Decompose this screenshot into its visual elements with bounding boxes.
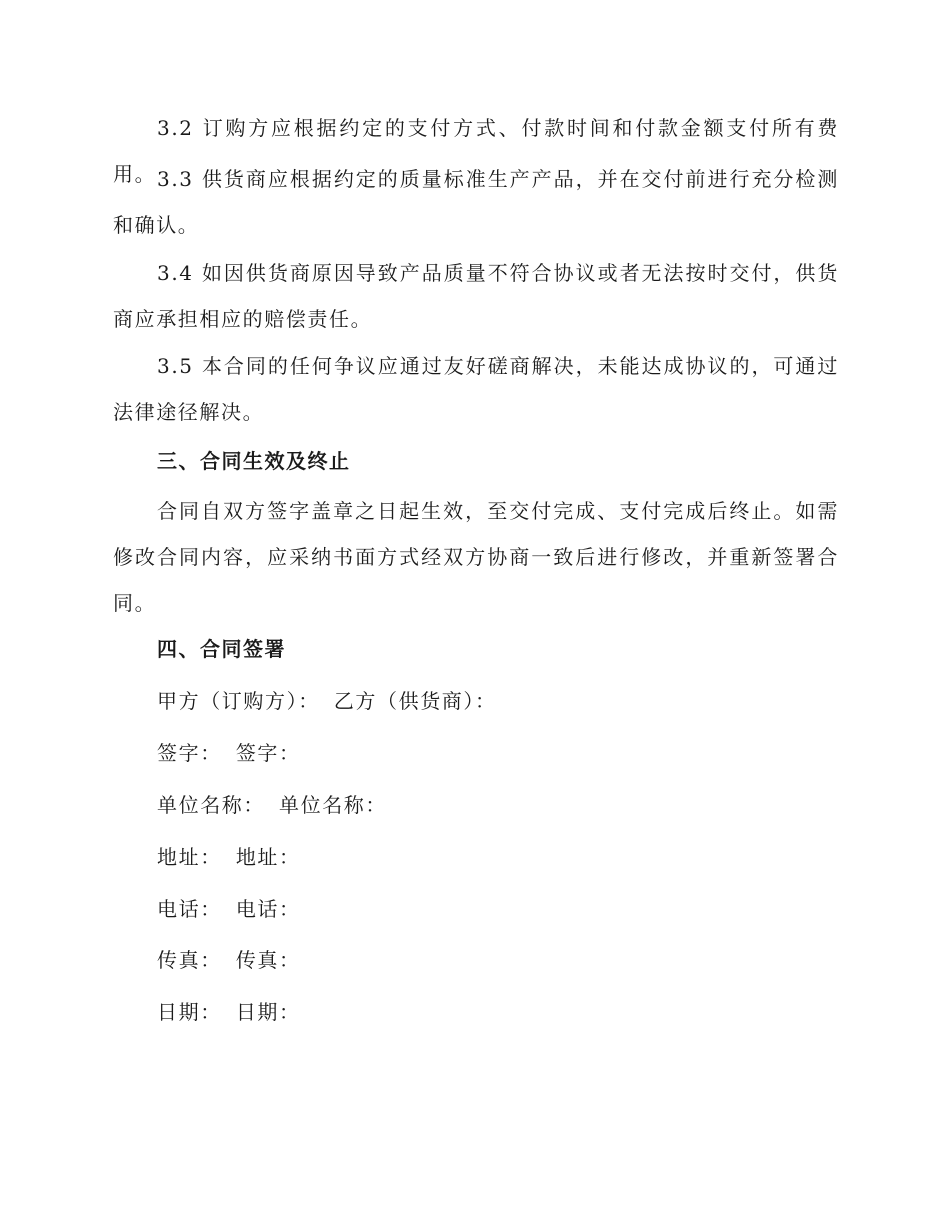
clause-3-5: 3.5 本合同的任何争议应通过友好磋商解决，未能达成协议的，可通过法律途径解决。: [113, 354, 839, 424]
party-a-signature-label: 签字：: [157, 741, 222, 765]
party-b-address-label: 地址：: [235, 845, 301, 869]
signature-row-address: [157, 842, 301, 872]
signature-row-date: [157, 997, 301, 1027]
party-a-fax-label: 传真：: [157, 948, 222, 972]
party-b-label: 乙方（供货商）：: [333, 689, 497, 713]
clause-3-2: 3.2 订购方应根据约定的支付方式、付款时间和付款金额支付所有费用。: [113, 116, 839, 186]
party-a-date-label: 日期：: [157, 1000, 222, 1024]
section-3-body: 合同自双方签字盖章之日起生效，至交付完成、支付完成后终止。如需修改合同内容，应采纳书面方式经双方协商一致后进行修改，并重新签署合同。: [113, 499, 839, 615]
signature-row-company: [157, 790, 387, 820]
party-a-phone-label: 电话：: [157, 897, 222, 921]
signature-row-fax: [157, 945, 301, 975]
clause-3-3: 3.3 供货商应根据约定的质量标准生产产品，并在交付前进行充分检测和确认。: [113, 167, 839, 237]
section-4-heading: 四、合同签署: [157, 637, 286, 661]
party-b-company-label: 单位名称：: [279, 793, 387, 817]
party-b-signature-label: 签字：: [235, 741, 301, 765]
signature-row-party: [157, 686, 497, 716]
clause-3-4: 3.4 如因供货商原因导致产品质量不符合协议或者无法按时交付，供货商应承担相应的赔偿责任。: [113, 261, 839, 331]
party-a-address-label: 地址：: [157, 845, 222, 869]
party-b-date-label: 日期：: [235, 1000, 301, 1024]
party-b-phone-label: 电话：: [235, 897, 301, 921]
signature-row-signature: [157, 738, 301, 768]
section-3-heading: 三、合同生效及终止: [157, 449, 351, 473]
party-b-fax-label: 传真：: [235, 948, 301, 972]
party-a-label: 甲方（订购方）：: [157, 689, 320, 713]
signature-row-phone: [157, 894, 301, 924]
party-a-company-label: 单位名称：: [157, 793, 265, 817]
